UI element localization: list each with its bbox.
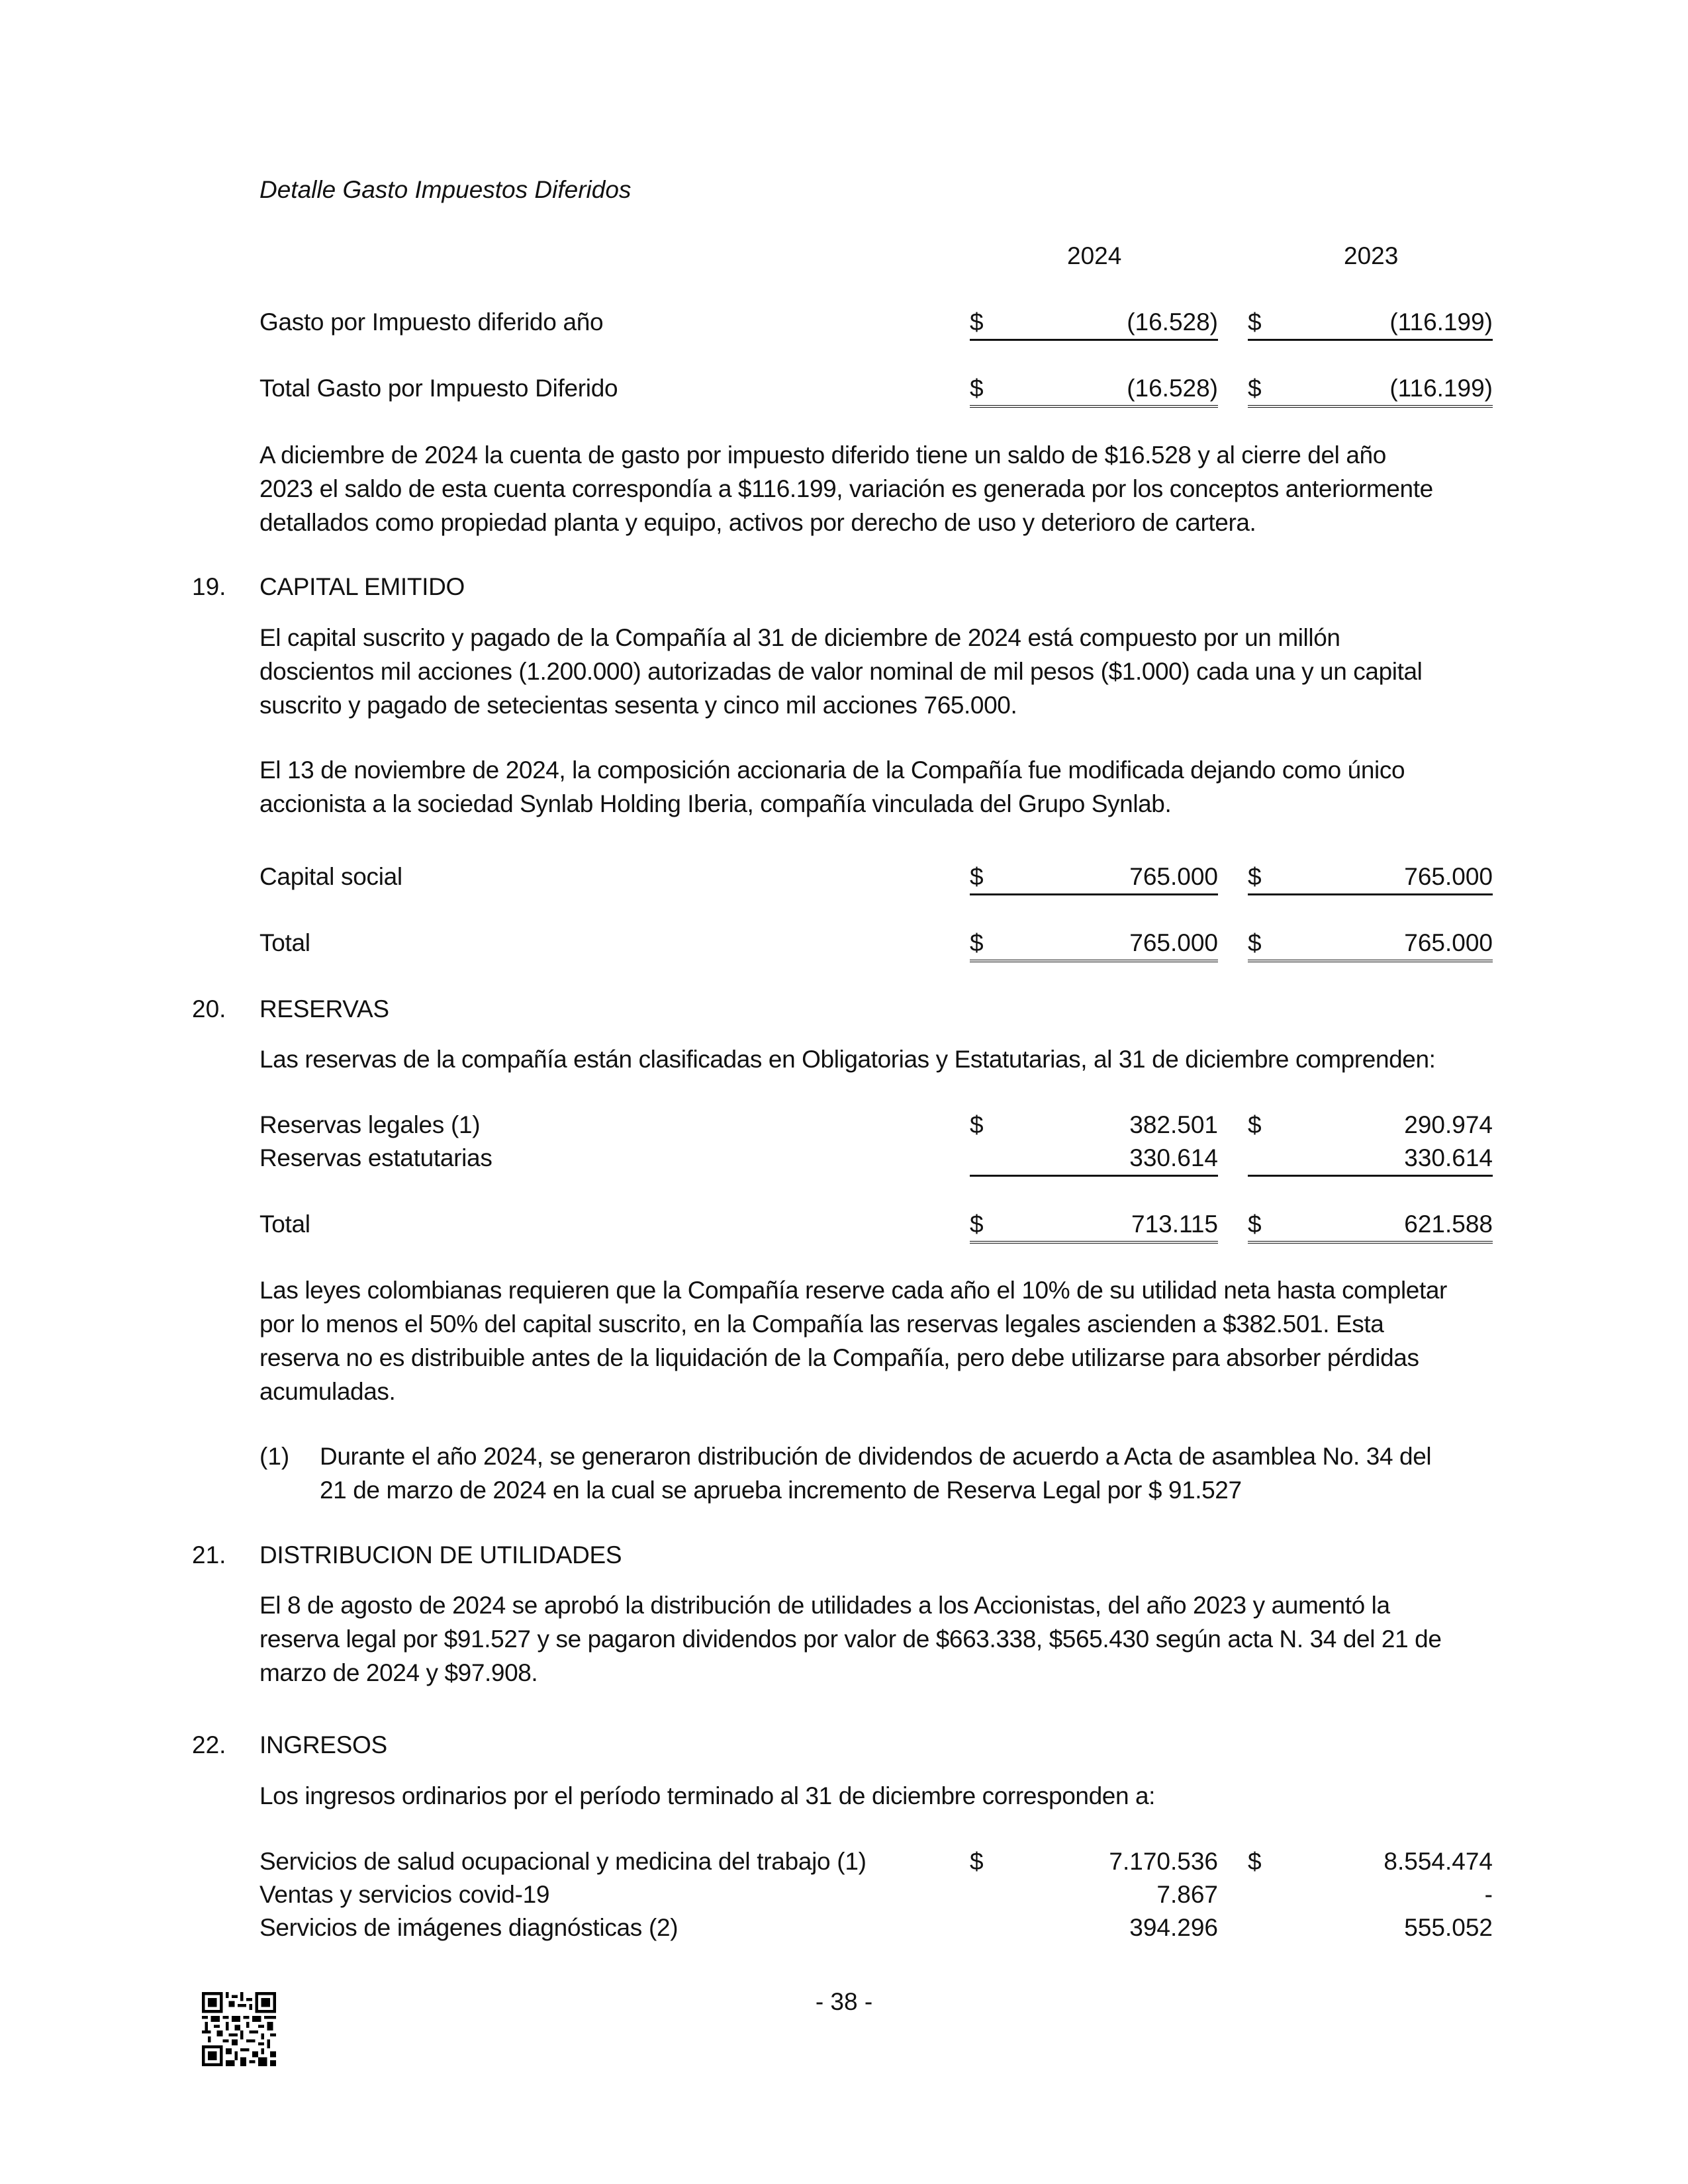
page-number: - 38 -	[815, 1988, 873, 2015]
currency-symbol: $	[1248, 375, 1262, 402]
amount: 382.501	[1129, 1111, 1218, 1138]
paragraph-line: suscrito y pagado de setecientas sesenta y cinco mil acciones 765.000.	[259, 692, 1017, 719]
row-label: Reservas legales (1)	[259, 1111, 481, 1138]
section-title-ingresos: INGRESOS	[259, 1731, 387, 1758]
paragraph-line: El capital suscrito y pagado de la Compañía al 31 de diciembre de 2024 está compuesto por un millón	[259, 624, 1340, 651]
row-label: Ventas y servicios covid-19	[259, 1881, 550, 1908]
cell-2023	[1248, 306, 1493, 341]
amount: 713.115	[1131, 1210, 1218, 1238]
paragraph-line: El 13 de noviembre de 2024, la composición accionaria de la Compañía fue modificada dejando como único	[259, 756, 1405, 784]
amount: 7.170.536	[1109, 1848, 1218, 1875]
section-number-20: 20.	[192, 995, 226, 1023]
amount: 330.614	[1129, 1144, 1218, 1171]
paragraph-line: Las leyes colombianas requieren que la Compañía reserve cada año el 10% de su utilidad neta hasta completar	[259, 1277, 1447, 1304]
amount: (116.199)	[1389, 308, 1493, 336]
deferred-tax-title: Detalle Gasto Impuestos Diferidos	[259, 176, 632, 203]
currency-symbol: $	[970, 1848, 984, 1875]
currency-symbol: $	[1248, 308, 1262, 336]
cell-2024	[970, 860, 1218, 895]
paragraph-line: accionista a la sociedad Synlab Holding Iberia, compañía vinculada del Grupo Synlab.	[259, 790, 1172, 817]
currency-symbol: $	[1248, 1848, 1262, 1875]
amount: 394.296	[1129, 1914, 1218, 1941]
currency-symbol: $	[970, 375, 984, 402]
paragraph-line: Las reservas de la compañía están clasificadas en Obligatorias y Estatutarias, al 31 de diciembre comprenden:	[259, 1046, 1436, 1073]
row-label: Reservas estatutarias	[259, 1144, 492, 1171]
capital-paragraph-2	[259, 753, 1504, 821]
paragraph-line: El 8 de agosto de 2024 se aprobó la distribución de utilidades a los Accionistas, del año 2023 y aumentó la	[259, 1592, 1390, 1619]
reservas-paragraph	[259, 1273, 1504, 1408]
capital-paragraph-1	[259, 621, 1504, 722]
amount: -	[1484, 1881, 1493, 1908]
amount: 765.000	[1129, 929, 1218, 956]
year-header-2024: 2024	[1067, 242, 1122, 269]
cell-2023-total	[1248, 1208, 1493, 1244]
cell-2023	[1248, 1845, 1493, 1878]
paragraph-line: acumuladas.	[259, 1378, 396, 1405]
section-title-distribucion-utilidades: DISTRIBUCION DE UTILIDADES	[259, 1541, 622, 1569]
cell-2023-total	[1248, 372, 1493, 408]
amount: (116.199)	[1389, 375, 1493, 402]
cell-2023-total	[1248, 927, 1493, 962]
cell-2024	[970, 306, 1218, 341]
amount: 621.588	[1404, 1210, 1493, 1238]
cell-2023	[1248, 1911, 1493, 1944]
footnote-marker: (1)	[259, 1443, 290, 1470]
cell-2024	[970, 1142, 1218, 1177]
section-title-capital-emitido: CAPITAL EMITIDO	[259, 573, 465, 600]
currency-symbol: $	[1248, 1111, 1262, 1138]
amount: 330.614	[1404, 1144, 1493, 1171]
currency-symbol: $	[970, 1111, 984, 1138]
section-number-22: 22.	[192, 1731, 226, 1758]
currency-symbol: $	[970, 863, 984, 890]
footnote-line: Durante el año 2024, se generaron distribución de dividendos de acuerdo a Acta de asamblea No. 34 del	[320, 1443, 1432, 1470]
paragraph-line: por lo menos el 50% del capital suscrito, en la Compañía las reservas legales ascienden a $382.501. Esta	[259, 1310, 1384, 1338]
amount: 765.000	[1129, 863, 1218, 890]
row-label-total: Total Gasto por Impuesto Diferido	[259, 375, 618, 402]
cell-2024-total	[970, 927, 1218, 962]
ingresos-intro	[259, 1779, 1504, 1813]
paragraph-line: doscientos mil acciones (1.200.000) autorizadas de valor nominal de mil pesos ($1.000) cada una y un capital	[259, 658, 1423, 685]
row-label-total: Total	[259, 1210, 310, 1238]
row-label: Capital social	[259, 863, 402, 890]
year-header-2023: 2023	[1344, 242, 1399, 269]
cell-2024	[970, 1878, 1218, 1911]
currency-symbol: $	[970, 929, 984, 956]
cell-2024	[970, 1845, 1218, 1878]
distribucion-paragraph	[259, 1588, 1504, 1690]
cell-2023	[1248, 1142, 1493, 1177]
currency-symbol: $	[1248, 929, 1262, 956]
cell-2024-total	[970, 372, 1218, 408]
cell-2024	[970, 1109, 1218, 1142]
currency-symbol: $	[1248, 863, 1262, 890]
footnote-line: 21 de marzo de 2024 en la cual se aprueba incremento de Reserva Legal por $ 91.527	[320, 1477, 1242, 1504]
section-number-19: 19.	[192, 573, 226, 600]
amount: 555.052	[1404, 1914, 1493, 1941]
cell-2023	[1248, 1109, 1493, 1142]
amount: 8.554.474	[1383, 1848, 1493, 1875]
row-label: Servicios de imágenes diagnósticas (2)	[259, 1914, 679, 1941]
paragraph-line: marzo de 2024 y $97.908.	[259, 1659, 538, 1686]
currency-symbol: $	[970, 1210, 984, 1238]
reservas-intro	[259, 1042, 1504, 1076]
paragraph-line: reserva no es distribuible antes de la liquidación de la Compañía, pero debe utilizarse para absorber pérdidas	[259, 1344, 1419, 1371]
paragraph-line: 2023 el saldo de esta cuenta correspondía a $116.199, variación es generada por los conceptos anteriormente	[259, 475, 1433, 502]
row-label: Gasto por Impuesto diferido año	[259, 308, 604, 336]
row-label: Servicios de salud ocupacional y medicina del trabajo (1)	[259, 1848, 867, 1875]
amount: 765.000	[1404, 863, 1493, 890]
amount: (16.528)	[1127, 375, 1218, 402]
cell-2023	[1248, 1878, 1493, 1911]
cell-2024	[970, 1911, 1218, 1944]
currency-symbol: $	[970, 308, 984, 336]
amount: (16.528)	[1127, 308, 1218, 336]
currency-symbol: $	[1248, 1210, 1262, 1238]
paragraph-line: detallados como propiedad planta y equipo, activos por derecho de uso y deterioro de cartera.	[259, 509, 1256, 536]
cell-2024-total	[970, 1208, 1218, 1244]
amount: 765.000	[1404, 929, 1493, 956]
cell-2023	[1248, 860, 1493, 895]
footnote-text	[320, 1439, 1431, 1507]
row-label-total: Total	[259, 929, 310, 956]
paragraph-line: A diciembre de 2024 la cuenta de gasto por impuesto diferido tiene un saldo de $16.528 y al cierre del año	[259, 441, 1386, 469]
amount: 7.867	[1156, 1881, 1218, 1908]
paragraph-line: Los ingresos ordinarios por el período terminado al 31 de diciembre corresponden a:	[259, 1782, 1156, 1809]
deferred-tax-paragraph	[259, 438, 1504, 539]
amount: 290.974	[1404, 1111, 1493, 1138]
paragraph-line: reserva legal por $91.527 y se pagaron dividendos por valor de $663.338, $565.430 según acta N. 34 del 21 de	[259, 1625, 1442, 1653]
section-title-reservas: RESERVAS	[259, 995, 389, 1023]
section-number-21: 21.	[192, 1541, 226, 1569]
